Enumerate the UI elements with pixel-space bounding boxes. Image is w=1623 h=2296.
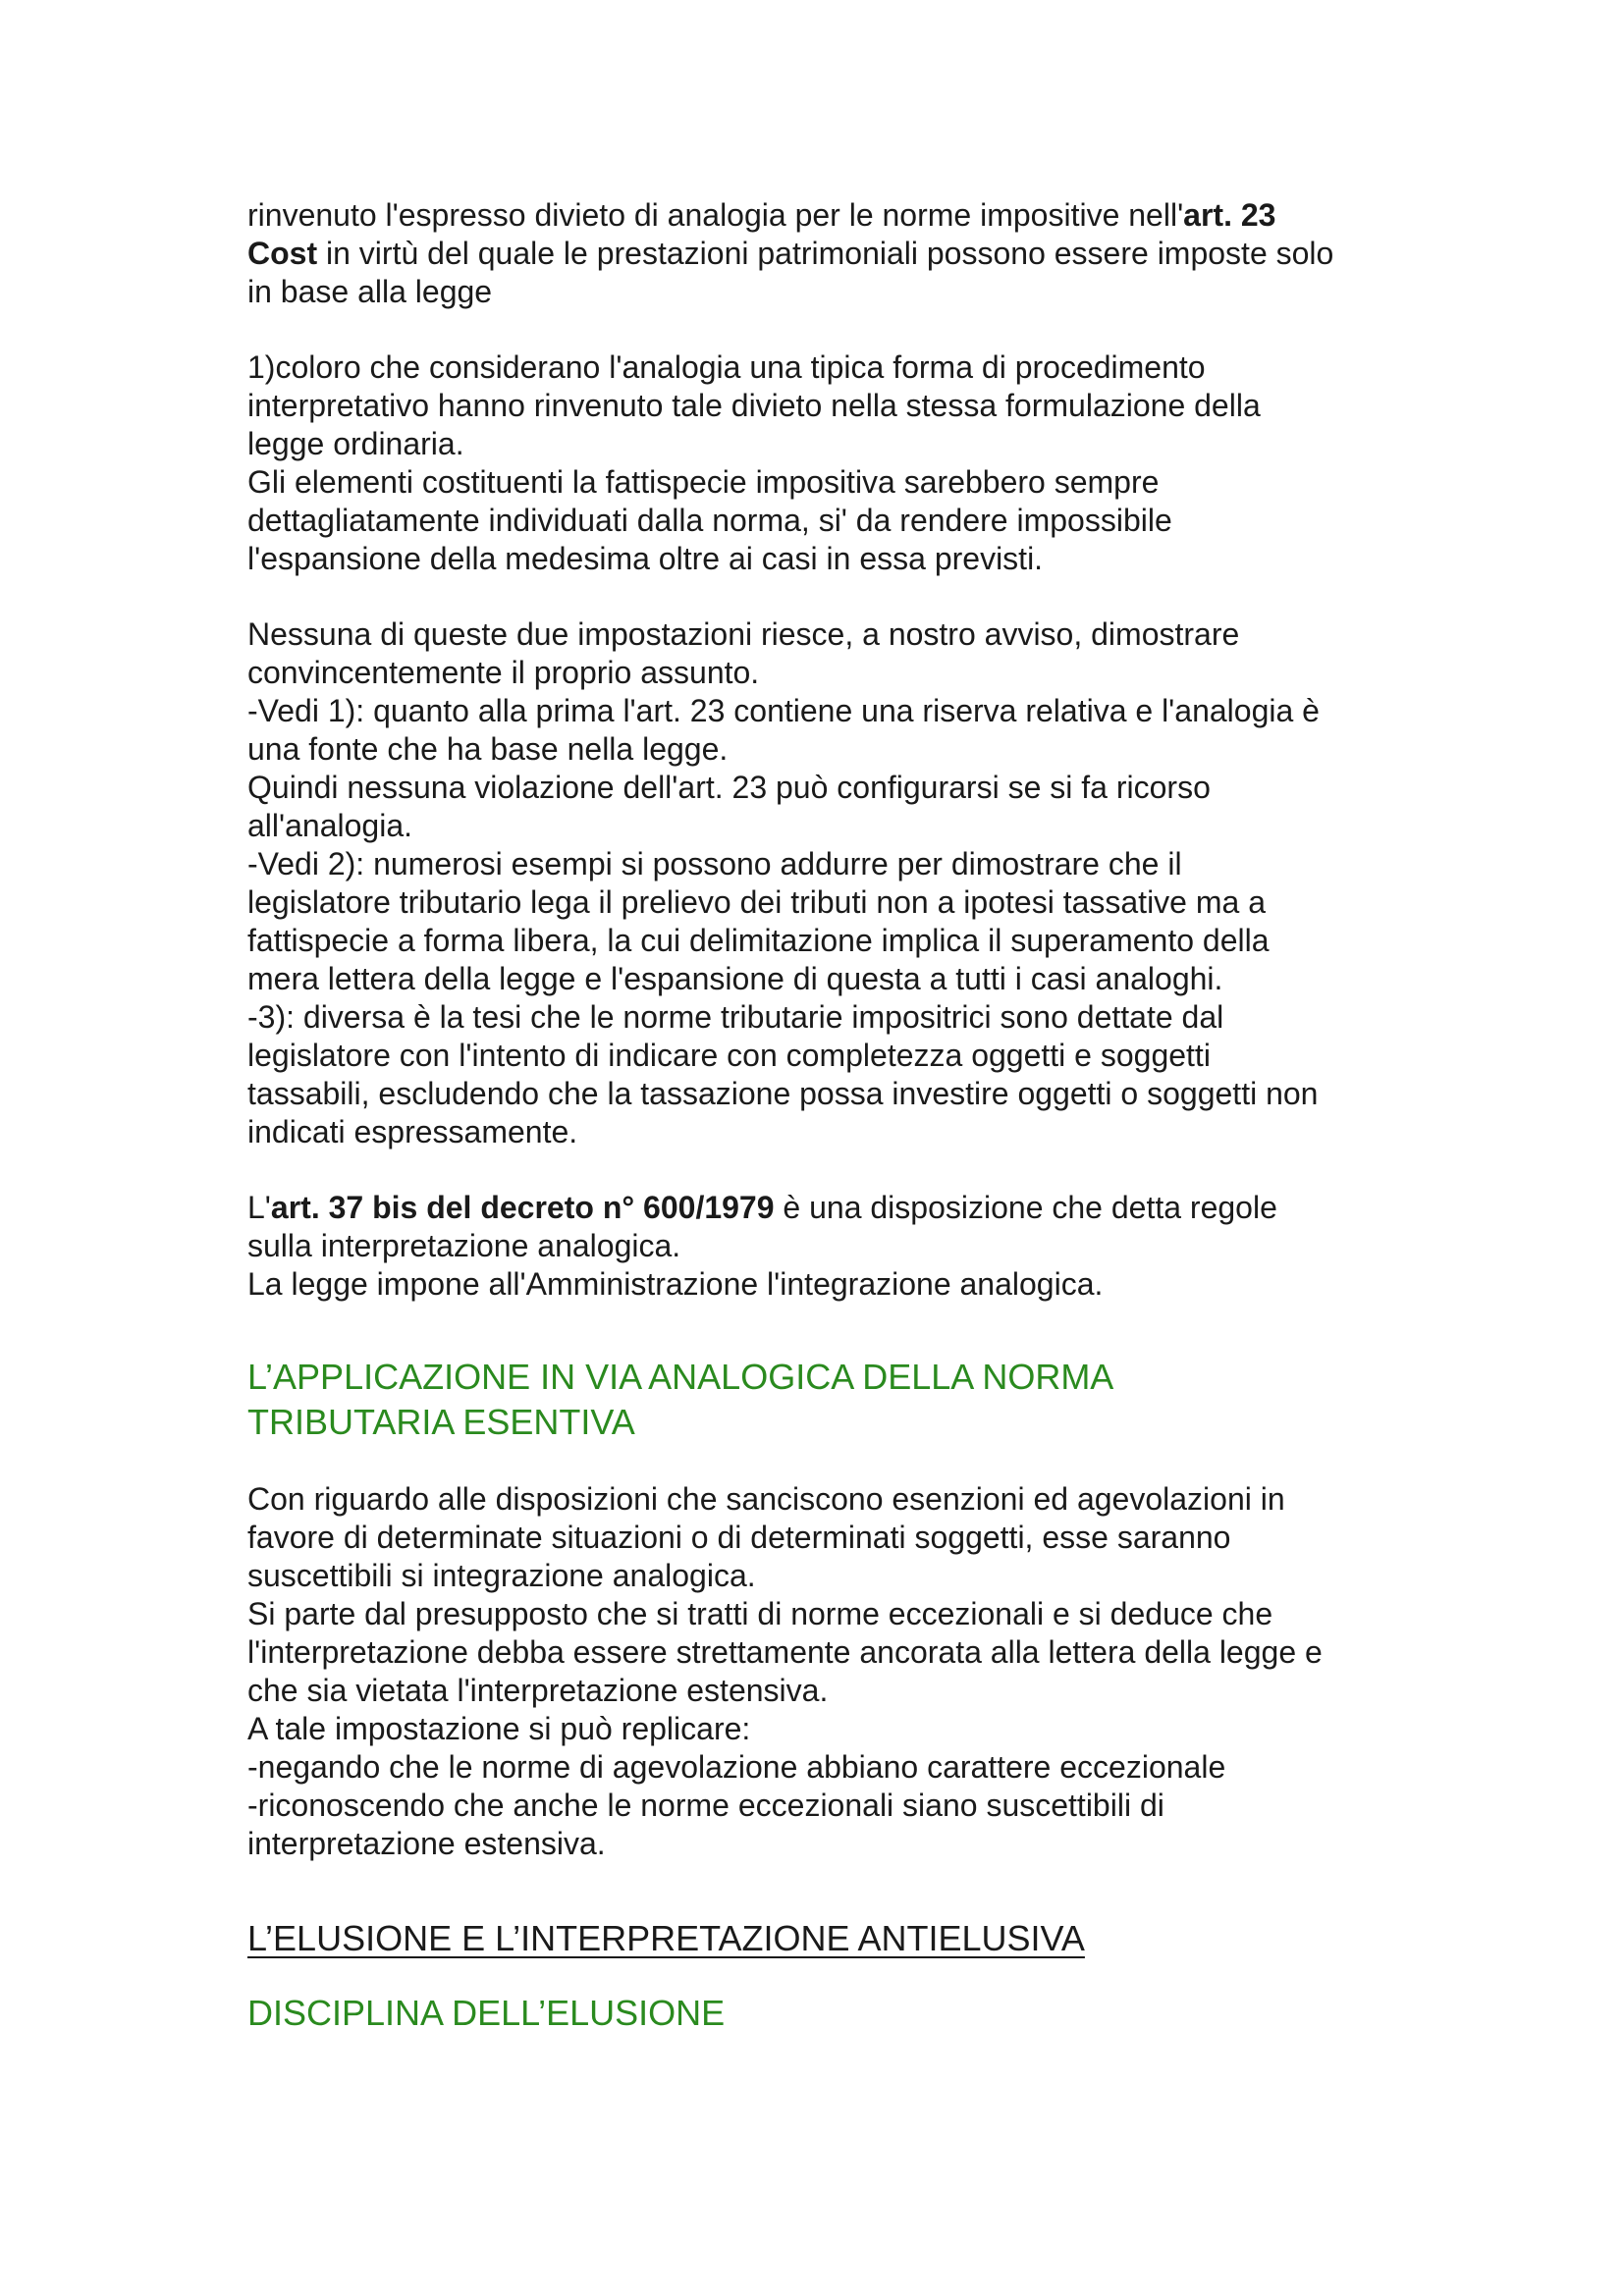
text-line: Si parte dal presupposto che si tratti di norme eccezionali e si deduce che (247, 1596, 1273, 1631)
text-line: l'interpretazione debba essere strettamente ancorata alla lettera della legge e (247, 1634, 1323, 1670)
text-line: all'analogia. (247, 808, 413, 843)
text-line: Quindi nessuna violazione dell'art. 23 può configurarsi se si fa ricorso (247, 770, 1211, 805)
heading-line: L’APPLICAZIONE IN VIA ANALOGICA DELLA NORMA (247, 1357, 1114, 1397)
text-line: -negando che le norme di agevolazione abbiano carattere eccezionale (247, 1749, 1226, 1785)
paragraph-norme-esentive (247, 1480, 1406, 1863)
text-line: La legge impone all'Amministrazione l'integrazione analogica. (247, 1266, 1104, 1302)
text-line: convincentemente il proprio assunto. (247, 655, 760, 690)
paragraph-analogia-interpretativa (247, 348, 1406, 578)
text-line: tassabili, escludendo che la tassazione possa investire oggetti o soggetti non (247, 1076, 1319, 1111)
text-line: interpretativo hanno rinvenuto tale divieto nella stessa formulazione della (247, 388, 1261, 423)
paragraph-art37bis (247, 1189, 1406, 1304)
section-heading-disciplina-elusione: DISCIPLINA DELL’ELUSIONE (247, 1993, 726, 2033)
text-line: favore di determinate situazioni o di determinati soggetti, esse saranno (247, 1520, 1231, 1555)
text-span: in virtù del quale le prestazioni patrimoniali possono essere imposte solo (317, 236, 1334, 271)
text-line: Nessuna di queste due impostazioni riesce, a nostro avviso, dimostrare (247, 616, 1240, 652)
text-line: l'espansione della medesima oltre ai casi in essa previsti. (247, 541, 1044, 576)
text-line: dettagliatamente individuati dalla norma, si' da rendere impossibile (247, 503, 1172, 538)
text-line (247, 196, 1406, 235)
heading-line: TRIBUTARIA ESENTIVA (247, 1402, 635, 1442)
text-line: A tale impostazione si può replicare: (247, 1711, 751, 1746)
text-line: 1)coloro che considerano l'analogia una tipica forma di procedimento (247, 349, 1206, 385)
text-line: legge ordinaria. (247, 426, 464, 461)
bold-reference: art. 23 (1183, 197, 1276, 233)
text-span: è una disposizione che detta regole (774, 1190, 1277, 1225)
text-line: -riconoscendo che anche le norme eccezionali siano suscettibili di (247, 1788, 1164, 1823)
text-line: Con riguardo alle disposizioni che sanciscono esenzioni ed agevolazioni in (247, 1481, 1285, 1517)
text-line: legislatore tributario lega il prelievo dei tributi non a ipotesi tassative ma a (247, 884, 1266, 920)
text-span: L' (247, 1190, 271, 1225)
text-line: indicati espressamente. (247, 1114, 578, 1149)
text-line (247, 235, 1406, 273)
text-line: -Vedi 1): quanto alla prima l'art. 23 contiene una riserva relativa e l'analogia è (247, 693, 1320, 728)
text-line: -3): diversa è la tesi che le norme tributarie impositrici sono dettate dal (247, 999, 1224, 1035)
text-line: che sia vietata l'interpretazione estensiva. (247, 1673, 829, 1708)
text-line: una fonte che ha base nella legge. (247, 731, 729, 767)
bold-reference: Cost (247, 236, 318, 271)
bold-reference: art. 37 bis del decreto n° 600/1979 (270, 1190, 775, 1225)
text-line: Gli elementi costituenti la fattispecie impositiva sarebbero sempre (247, 464, 1160, 500)
chapter-heading-elusione: L’ELUSIONE E L’INTERPRETAZIONE ANTIELUSIVA (247, 1918, 1085, 1958)
text-line: sulla interpretazione analogica. (247, 1228, 681, 1263)
text-span: rinvenuto l'espresso divieto di analogia per le norme impositive nell' (247, 197, 1184, 233)
text-line: mera lettera della legge e l'espansione di questa a tutti i casi analoghi. (247, 961, 1223, 996)
document-page (247, 196, 1406, 2036)
section-heading-applicazione-analogica (247, 1355, 1406, 1445)
paragraph-critica-impostazioni (247, 615, 1406, 1151)
text-line (247, 1189, 1406, 1227)
text-line: suscettibili si integrazione analogica. (247, 1558, 756, 1593)
paragraph-art23 (247, 196, 1406, 311)
text-line: legislatore con l'intento di indicare con completezza oggetti e soggetti (247, 1038, 1211, 1073)
text-line: fattispecie a forma libera, la cui delimitazione implica il superamento della (247, 923, 1270, 958)
text-line: -Vedi 2): numerosi esempi si possono addurre per dimostrare che il (247, 846, 1182, 881)
text-line: in base alla legge (247, 274, 493, 309)
text-line: interpretazione estensiva. (247, 1826, 606, 1861)
